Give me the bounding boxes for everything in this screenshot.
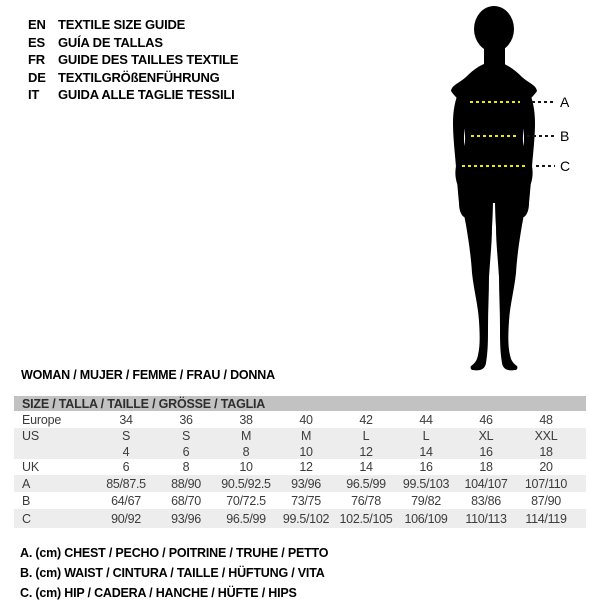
body-dash-line — [470, 101, 520, 103]
size-value-cell: 83/86 — [471, 493, 501, 508]
table-row — [14, 428, 586, 444]
size-table — [14, 396, 586, 528]
language-row — [28, 51, 238, 69]
marker-letter: B — [560, 128, 570, 144]
silhouette-right-leg — [495, 165, 527, 370]
size-value-cell: 38 — [239, 412, 253, 427]
language-title: GUÍA DE TALLAS — [58, 34, 163, 50]
size-value-cell: 96.5/99 — [226, 511, 266, 526]
pointer-dash-line — [536, 165, 555, 167]
table-row — [14, 475, 586, 492]
row-label: Europe — [22, 412, 62, 427]
size-value-cell: 76/78 — [351, 493, 381, 508]
size-value-cell: 16 — [419, 460, 433, 474]
size-value-cell: 79/82 — [411, 493, 441, 508]
size-value-cell: 8 — [182, 460, 190, 474]
table-row — [14, 411, 586, 428]
size-value-cell: XL — [478, 429, 494, 443]
size-value-cell: 87/90 — [531, 493, 561, 508]
language-code: DE — [28, 69, 46, 85]
size-value-cell: 93/96 — [171, 511, 201, 526]
size-value-cell: 8 — [242, 444, 250, 459]
legend-line: B. (cm) WAIST / CINTURA / TAILLE / HÜFTUNG / VITA — [20, 566, 325, 580]
size-value-cell: 14 — [359, 460, 373, 474]
size-value-cell: 10 — [299, 444, 313, 459]
language-code: ES — [28, 34, 45, 50]
size-value-cell: 12 — [359, 444, 373, 459]
row-label: A — [22, 476, 31, 491]
size-value-cell: 48 — [539, 412, 553, 427]
size-value-cell: L — [422, 429, 430, 443]
language-title: TEXTILGRÖßENFÜHRUNG — [58, 69, 220, 85]
size-value-cell: 99.5/103 — [402, 476, 450, 491]
size-value-cell: 14 — [419, 444, 433, 459]
language-row — [28, 16, 238, 34]
size-value-cell: 114/119 — [525, 511, 567, 526]
table-row — [14, 459, 586, 475]
size-value-cell: 64/67 — [111, 493, 141, 508]
size-value-cell: 6 — [122, 460, 130, 474]
language-row — [28, 69, 238, 87]
language-list — [28, 16, 238, 104]
size-value-cell: 93/96 — [291, 476, 321, 491]
size-value-cell: 106/109 — [404, 511, 448, 526]
pointer-dash-line — [532, 101, 555, 103]
woman-silhouette-figure — [450, 5, 545, 375]
size-value-cell: 68/70 — [171, 493, 201, 508]
size-value-cell: 6 — [182, 444, 190, 459]
language-title: TEXTILE SIZE GUIDE — [58, 17, 186, 33]
size-value-cell: 104/107 — [464, 476, 508, 491]
size-value-cell: M — [240, 429, 252, 443]
language-title: GUIDE DES TAILLES TEXTILE — [58, 52, 239, 68]
size-value-cell: 18 — [479, 460, 493, 474]
language-code: EN — [28, 17, 46, 33]
table-row — [14, 492, 586, 509]
body-dash-line — [462, 165, 526, 167]
measurement-marker — [0, 158, 600, 179]
size-value-cell: 40 — [299, 412, 313, 427]
table-row — [14, 444, 586, 459]
language-code: FR — [28, 52, 45, 68]
legend-line: C. (cm) HIP / CADERA / HANCHE / HÜFTE / HIPS — [20, 586, 297, 600]
marker-letter: A — [560, 94, 570, 110]
measurement-legend — [20, 543, 328, 603]
section-title: WOMAN / MUJER / FEMME / FRAU / DONNA — [21, 368, 275, 382]
silhouette-left-leg — [461, 165, 493, 370]
table-header-bar: SIZE / TALLA / TAILLE / GRÖSSE / TAGLIA — [14, 396, 586, 411]
size-value-cell: S — [181, 429, 191, 443]
size-value-cell: 99.5/102 — [282, 511, 330, 526]
size-value-cell: 85/87.5 — [106, 476, 146, 491]
size-value-cell: 102.5/105 — [339, 511, 393, 526]
size-value-cell: 36 — [179, 412, 193, 427]
pointer-dash-line — [527, 135, 555, 137]
size-value-cell: M — [300, 429, 312, 443]
size-value-cell: 70/72.5 — [226, 493, 266, 508]
size-value-cell: 107/110 — [524, 476, 568, 491]
table-row — [14, 509, 586, 528]
size-value-cell: 90.5/92.5 — [221, 476, 271, 491]
row-label: C — [22, 511, 31, 526]
size-value-cell: S — [121, 429, 131, 443]
size-value-cell: 34 — [119, 412, 133, 427]
row-label: US — [22, 429, 39, 443]
size-value-cell: 18 — [539, 444, 553, 459]
size-value-cell: 110/113 — [465, 511, 507, 526]
size-value-cell: L — [362, 429, 370, 443]
size-value-cell: 12 — [299, 460, 313, 474]
language-code: IT — [28, 87, 40, 103]
size-value-cell: 10 — [239, 460, 253, 474]
legend-line: A. (cm) CHEST / PECHO / POITRINE / TRUHE / PETTO — [20, 546, 329, 560]
size-value-cell: 96.5/99 — [346, 476, 386, 491]
marker-letter: C — [560, 158, 570, 174]
measurement-marker — [0, 128, 600, 149]
size-value-cell: 16 — [479, 444, 493, 459]
body-dash-line — [471, 135, 517, 137]
size-value-cell: 90/92 — [111, 511, 141, 526]
size-value-cell: 42 — [359, 412, 373, 427]
language-row — [28, 34, 238, 52]
size-value-cell: 4 — [122, 444, 130, 459]
size-value-cell: 20 — [539, 460, 553, 474]
language-title: GUIDA ALLE TAGLIE TESSILI — [58, 87, 235, 103]
size-value-cell: XXL — [534, 429, 558, 443]
size-value-cell: 44 — [419, 412, 433, 427]
size-value-cell: 88/90 — [171, 476, 201, 491]
size-value-cell: 73/75 — [291, 493, 321, 508]
size-value-cell: 46 — [479, 412, 493, 427]
row-label: B — [22, 493, 31, 508]
row-label: UK — [22, 460, 39, 474]
